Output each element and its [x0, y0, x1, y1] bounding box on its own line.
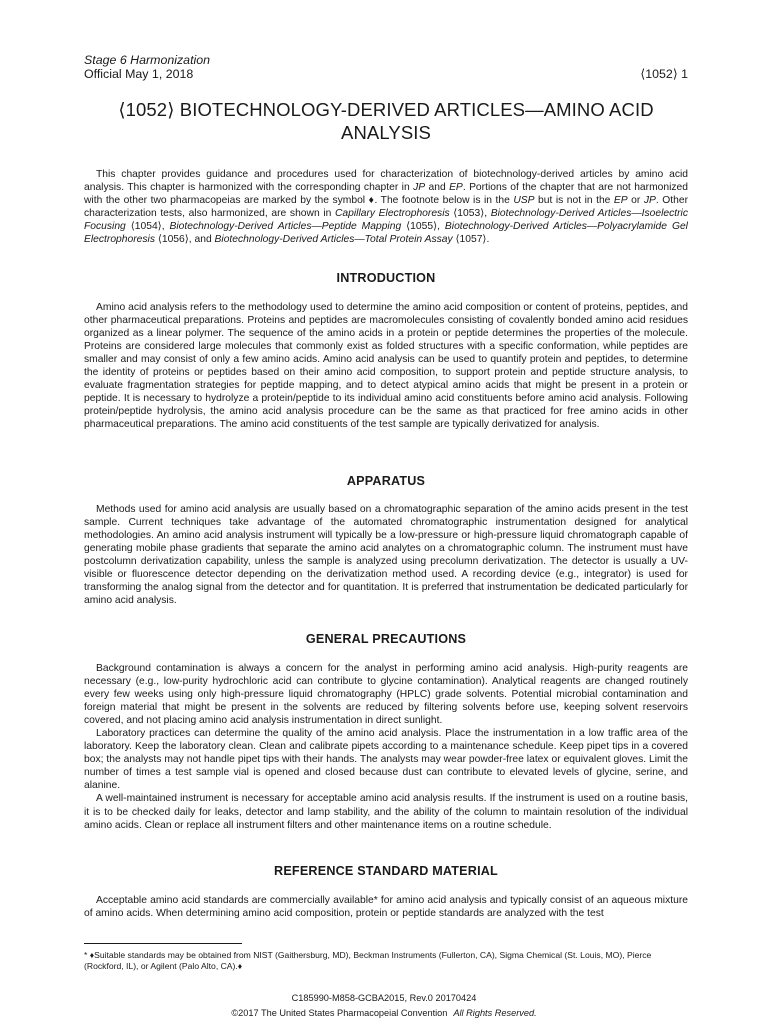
section-heading-general-precautions: GENERAL PRECAUTIONS	[305, 632, 467, 646]
stage-label: Stage 6 Harmonization	[84, 53, 211, 67]
official-date: Official May 1, 2018	[84, 67, 194, 81]
chapter-title-line-1: ⟨1052⟩ BIOTECHNOLOGY-DERIVED ARTICLES—AMINO ACID	[118, 99, 654, 120]
footer-copyright	[0, 1008, 768, 1019]
reference-paragraph	[84, 894, 688, 920]
precautions-paragraphs	[84, 662, 688, 832]
footnote-divider	[84, 943, 242, 944]
footer-document-id: C185990-M858-GCBA2015, Rev.0 20170424	[291, 993, 477, 1003]
link-total-protein-assay: Biotechnology-Derived Articles—Total Protein Assay	[214, 234, 453, 246]
precautions-text-1: Background contamination is always a concern for the analyst in performing amino acid analysis. High-purity reagents are necessary (e.g., low-purity hydrochloric acid can contribute to glycine contamination). Analytical reagents are changed routinely every few weeks using only high-pressure liquid chromatography (HPLC) grade solvents. Potential microbial contamination and foreign material that might be present in the solvents are reduced by filtering solvents before use, keeping solvent reservoirs covered, and not placing amino acid analysis instrumentation in direct sunlight.	[84, 663, 688, 727]
apparatus-text: Methods used for amino acid analysis are usually based on a chromatographic separation of the amino acids present in the test sample. Current techniques take advantage of the automated chromatographic instrumentation designed for analytical methodologies. An amino acid analysis instrument will typically be a low-pressure or high-pressure liquid chromatograph capable of generating mobile phase gradients that separate the amino acid analytes on a chromatographic column. The instrument must have postcolumn derivatization capability, unless the sample is analyzed using precolumn derivatization. The detector is usually a UV-visible or fluorescence detector depending on the derivatization method used. A recording device (e.g., integrator) is used for transforming the analog signal from the detector and for quantitation. It is preferred that instrumentation be dedicated particularly for amino acid analysis.	[84, 504, 688, 607]
intro-paragraph	[84, 168, 688, 246]
running-header-left	[84, 53, 210, 81]
section-heading-introduction: INTRODUCTION	[336, 271, 436, 285]
apparatus-paragraph	[84, 503, 688, 607]
link-peptide-mapping: Biotechnology-Derived Articles—Peptide Mapping	[169, 221, 402, 233]
rights-text: All Rights Reserved.	[453, 1008, 537, 1018]
chapter-title	[84, 98, 688, 144]
reference-text: Acceptable amino acid standards are commercially available* for amino acid analysis and typically consist of an aqueous mixture of amino acids. When determining amino acid composition, protein or peptide standards are analyzed with the test	[84, 895, 688, 920]
precautions-text-3: A well-maintained instrument is necessary for acceptable amino acid analysis results. If the instrument is used on a routine basis, it is to be checked daily for leaks, detector and lamp stability, and the ability of the column to maintain resolution of the individual amino acids. Clean or replace all instrument filters and other maintenance items on a routine schedule.	[84, 793, 688, 831]
section-heading-apparatus: APPARATUS	[346, 474, 426, 488]
link-capillary-electrophoresis: Capillary Electrophoresis	[334, 208, 450, 220]
precautions-text-2: Laboratory practices can determine the quality of the amino acid analysis. Place the instrumentation in a low traffic area of the laboratory. Keep the laboratory clean. Clean and calibrate pipets according to a maintenance schedule. Keep pipet tips in a covered box; the analysts may not handle pipet tips with their hands. The analysts may wear powder-free latex or equivalent gloves. Limit the number of times a test sample vial is opened and closed because dust can contribute to elevated levels of glycine, serine, and alanine.	[84, 728, 688, 792]
section-heading-reference-standard: REFERENCE STANDARD MATERIAL	[274, 864, 498, 878]
link-gel-electrophoresis: Biotechnology-Derived Articles—Polyacrylamide Gel Electrophoresis	[84, 221, 688, 246]
link-isoelectric-focusing: Biotechnology-Derived Articles—Isoelectric Focusing	[84, 208, 688, 233]
introduction-paragraph	[84, 301, 688, 431]
introduction-text: Amino acid analysis refers to the methodology used to determine the amino acid composition or content of proteins, peptides, and other pharmaceutical preparations. Proteins and peptides are macromolecules consisting of covalently bonded amino acid residues organized as a linear polymer. The sequence of the amino acids in a protein or peptide determines the properties of the molecule. Proteins are considered large molecules that commonly exist as folded structures with a specific conformation, while peptides are smaller and may consist of only a few amino acids. Amino acid analysis can be used to quantify protein and peptides, to determine the identity of proteins or peptides based on their amino acid composition, to support protein and peptide structure analysis, to evaluate fragmentation strategies for peptide mapping, and to detect atypical amino acids that might be present in a protein or peptide. It is necessary to hydrolyze a protein/peptide to its individual amino acid constituents before amino acid analysis. Following protein/peptide hydrolysis, the amino acid analysis procedure can be the same as that practiced for free amino acids in other pharmaceutical preparations. The amino acid constituents of the test sample are typically derivatized for analysis.	[84, 302, 688, 431]
copyright-text: ©2017 The United States Pharmacopeial Convention	[231, 1008, 448, 1018]
footnote: * ♦Suitable standards may be obtained from NIST (Gaithersburg, MD), Beckman Instruments (Fullerton, CA), Sigma Chemical (St. Louis, MO), Pierce (Rockford, IL), or Agilent (Palo Alto, CA).♦	[84, 950, 652, 972]
intro-text: This chapter provides guidance and procedures used for characterization of biotechnology-derived articles by amino acid analysis. This chapter is harmonized with the corresponding chapter in JP and EP. Portions of the chapter that are not harmonized with the other two pharmacopeias are marked by the symbol ♦. The footnote below is in the USP but is not in the EP or JP. Other characterization tests, also harmonized, are shown in Capillary Electrophoresis ⟨1053⟩, Biotechnology-Derived Articles—Isoelectric Focusing ⟨1054⟩, Biotechnology-Derived Articles—Peptide Mapping ⟨1055⟩, Biotechnology-Derived Articles—Polyacrylamide Gel Electrophoresis ⟨1056⟩, and Biotechnology-Derived Articles—Total Protein Assay ⟨1057⟩.	[84, 169, 688, 246]
page-reference: ⟨1052⟩ 1	[640, 67, 688, 81]
chapter-title-line-2: ANALYSIS	[341, 122, 431, 143]
